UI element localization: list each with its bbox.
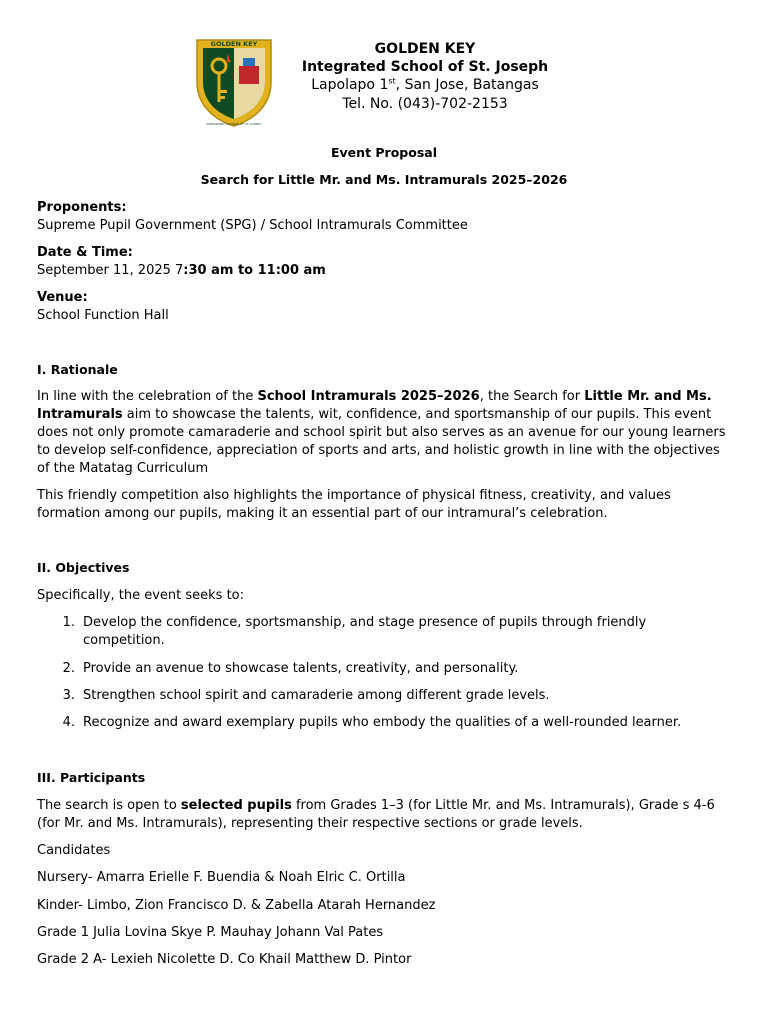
school-logo <box>193 36 275 128</box>
datetime-block <box>37 244 737 280</box>
list-text: Recognize and award exemplary pupils who embody the qualities of a well-rounded learner. <box>83 715 682 730</box>
text-run: aim to showcase the talents, wit, confidence, and sportsmanship of our pupils. This event does not only promote camaraderie and school spirit but also serves as an avenue for our young learners to develop self-confidence, appreciation of sports and arts, and holistic growth in line with the objectives of the Matatag Curriculum <box>37 407 726 476</box>
venue-label: Venue: <box>37 290 88 305</box>
school-telephone: Tel. No. (043)-702-2153 <box>342 96 508 112</box>
text-run-bold: selected pupils <box>180 798 292 813</box>
document-subtitle: Search for Little Mr. and Ms. Intramurals 2025–2026 <box>200 172 568 187</box>
candidate-line: Grade 2 A- Lexieh Nicolette D. Co Khail Matthew D. Pintor <box>37 952 412 967</box>
text-run: from Grades 1–3 (for Little Mr. and Ms. Intramurals), Grade s 4-6 (for Mr. and Ms. Intramurals), representing their respective sections or grade levels. <box>37 798 715 831</box>
proponents-block <box>37 199 737 235</box>
school-name-line-2: Integrated School of St. Joseph <box>301 59 549 75</box>
candidate-line: Grade 1 Julia Lovina Skye P. Mauhay Johann Val Pates <box>37 925 384 940</box>
participants-heading: III. Participants <box>37 770 146 785</box>
rationale-heading: I. Rationale <box>37 362 118 377</box>
text-run-bold: Little Mr. and Ms. Intramurals <box>37 389 712 422</box>
datetime-value <box>37 262 737 280</box>
list-text: Strengthen school spirit and camaraderie among different grade levels. <box>83 688 550 703</box>
logo-text-bottom: INTEGRATED SCHOOL OF ST. JOSEPH <box>206 122 262 126</box>
school-header <box>300 40 550 113</box>
venue-value: School Function Hall <box>37 308 169 323</box>
school-name-line-1: GOLDEN KEY <box>374 41 476 57</box>
datetime-time: :30 am to 11:00 am <box>183 263 326 278</box>
list-text: Provide an avenue to showcase talents, creativity, and personality. <box>83 661 519 676</box>
candidates-label: Candidates <box>37 843 111 858</box>
datetime-label: Date & Time: <box>37 245 133 260</box>
address-part: , San Jose, Batangas <box>395 77 539 93</box>
document-title: Event Proposal <box>331 145 437 160</box>
objectives-intro: Specifically, the event seeks to: <box>37 588 245 603</box>
candidate-line: Nursery- Amarra Erielle F. Buendia & Noah Elric C. Ortilla <box>37 870 406 885</box>
text-run: In line with the celebration of the <box>37 389 258 404</box>
datetime-date: September 11, 2025 7 <box>37 263 184 278</box>
proponents-value: Supreme Pupil Government (SPG) / School Intramurals Committee <box>37 218 468 233</box>
venue-block <box>37 289 737 325</box>
list-number: 2. <box>62 661 75 676</box>
rationale-paragraph-2: This friendly competition also highlights the importance of physical fitness, creativity, and values formation among our pupils, making it an essential part of our intramural’s celebration. <box>37 488 671 521</box>
logo-text-top: GOLDEN KEY <box>210 40 258 48</box>
text-run: , the Search for <box>479 389 585 404</box>
participants-paragraph <box>37 797 727 833</box>
proponents-label: Proponents: <box>37 200 127 215</box>
text-run-bold: School Intramurals 2025–2026 <box>257 389 480 404</box>
list-text: Develop the confidence, sportsmanship, and stage presence of pupils through friendly competition. <box>83 615 647 648</box>
text-run: The search is open to <box>37 798 181 813</box>
candidate-line: Kinder- Limbo, Zion Francisco D. & Zabella Atarah Hernandez <box>37 898 436 913</box>
rationale-paragraph-1 <box>37 388 727 478</box>
list-number: 3. <box>62 688 75 703</box>
list-number: 1. <box>62 615 75 630</box>
school-address <box>300 76 550 95</box>
address-part: Lapolapo 1 <box>311 77 389 93</box>
list-number: 4. <box>62 715 75 730</box>
address-superscript: st <box>388 76 396 86</box>
objectives-heading: II. Objectives <box>37 560 130 575</box>
